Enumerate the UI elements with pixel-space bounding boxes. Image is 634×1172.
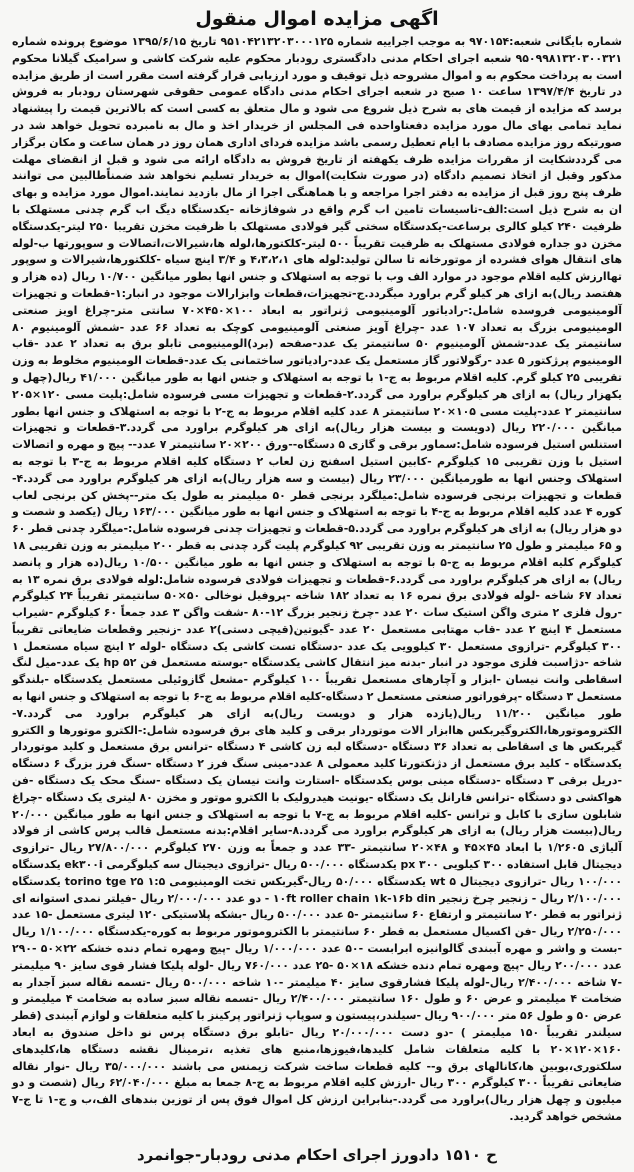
- notice-paragraph: شماره بایگانی شعبه:۹۷۰۱۵۴ به موجب اجراییه شماره ۹۵۱۰۴۲۱۳۲۰۳۰۰۰۱۲۵ تاریخ ۱۳۹۵/۶/۱۵ موضوع پرونده شماره ۹۵۰۹۹۸۱۳۲۰۳۰۰۳۲۱ شعبه اجرای احکام مدنی دادگستری رودبار محکوم علیه شرکت کاشی و سرامیک گیلانا محکوم است به پرداخت محکوم به و اموال مشروحه ذیل توقیف و مورد ارزیابی قرار گرفته است مقرر است از طریق مزایده در تاریخ ۱۳۹۷/۴/۴ ساعت ۱۰ صبح در شعبه اجرای احکام مدنی دادگاه عمومی حقوقی شهرستان رودبار به فروش برسد که مزایده از قیمت های به شرح ذیل شروع می شود و مال متعلق به کسی است که بالاترین قیمت را پیشنهاد نماید تمامی بهای مال مورد مزایده دفعتاواحده فی المجلس از خریدار اخذ و مال به نامبرده تحویل خواهد شد در صورتیکه روز مزایده مصادف با ایام تعطیل رسمی باشد مزایده فردای اداری همان روز در همان ساعت و مکان برگزار می گرددشکایت از مقررات مزایده ظرف یکهفته از تاریخ فروش به دادگاه ارائه می شود و قبل از انقضای مهلت مذکور وقبل از اتخاذ تصمیم دادگاه (در صورت شکایت)اموال به خریدار تسلیم نخواهد شد ضمناًطالبین می توانند ظرف پنج روز قبل از مزایده به دفتر اجرا مراجعه و با هماهنگی اجرا از مال بازدید نمایند.اموال مورد مزایده و بهای ان به شرح ذیل است:الف-تاسیسات تامین اب گرم واقع در شوفاژخانه -یکدستگاه دیگ اب گرم چدنی مستهلک با ظرفیت ۲۴۰ کیلو کالری برساعت-یکدستگاه سختی گیر فولادی مستهلک با ظرفیت مخزن تقریبا ۲۵۰ لیتر-یکدستگاه مخزن دو جداره فولادی مستهلک به ظرفیت تقریباً ۵۰۰ لیتر-کلکتورها،لوله ها،شیرالات،اتصالات و سوپورتها ب-لوله های انتقال هوای فشرده از موتورخانه تا سالن تولید:لوله های ۴،۳،۲،۱ و ۳/۴ اینچ سیاه -کلکتورها،شیرالات و سوپور تهاارزش کلیه اقلام موجود در موارد الف وب با توجه به استهلاک و جنس انها بطور میانگین ۱۰/۷۰۰ ریال (ده هزار و هفتصد ریال)به ازای هر کیلو گرم براورد میگردد.ج-تجهیزات،قطعات وابزارالات موجود در انبار:۱-قطعات و تجهیزات آلومینیومی فروسده شامل:-رادیاتور آلومینیومی ژنراتور به ابعاد ۱۰۰×۴۵۰×۷۰ سانتی متر-چراغ اویز صنعتی الومینیومی بزرگ به تعداد ۱۰۷ عدد -چراغ آویز صنعتی آلومینیومی کوچک به تعداد ۶۶ عدد -شمش آلومینیوم ۸۰ سانتیمتر یک عدد-شمش آلومینیوم ۵۰ سانتیمتر یک عدد-صفحه (برد)الومینیومی تابلو برق به تعداد ۲ عدد -قاب الومینیوم پرژکتور ۵ عدد -رگولاتور گاز مستعمل یک عدد-رادیاتور ساختمانی یک عدد-قطعات الومینیوم مخلوط به وزن تقریبی ۲۵ کیلو گرم. کلیه اقلام مربوط به ج-۱ با توجه به استهلاک و جنس انها به طور میانگین ۴۱/۰۰۰ ریال(چهل و یکهزار ریال) به ازای هر کیلوگرم براورد می گردد.۲-قطعات و تجهیزات مسی فرسوده شامل:پلیت مسی ۱۲۰×۲۰۵ سانتیمتر ۲ عدد-پلیت مسی ۱۰۵×۲۰ سانتیمتر ۸ عدد کلیه اقلام مربوط به ج-۲ با توجه به استهلاک و جنس انها بطور میانگین ۲۲۰/۰۰۰ ریال (دویست و بیست هزار ریال)به ازای هر کیلوگرم براورد می گردد.۳-قطعات و تجهیزات استنلس استیل فرسوده شامل:سماور برقی و گازی ۵ دستگاه--ورق ۲۰۰×۲۰ سانتیمتر ۷ عدد-- پیچ و مهره و اتصالات استیل با وزن تقریبی ۱۵ کیلوگرم -کابین استیل اسفنج زن لعاب ۲ دستگاه کلیه اقلام مربوط به ج-۳ با توجه به استهلاک وجنس انها به طورمیانگین ۲۳/۰۰۰ ریال (بیست و سه هزار ریال)به ازای هر کیلوگرم براورد می گردد.۴-قطعات و تجهیزات برنجی فرسوده شامل:میلگرد برنجی قطر ۵۰ میلیمتر به طول یک متر--پخش کن برنجی لعاب کوره ۴ عدد کلیه اقلام مربوط به ج-۴ با توجه به استهلاک و جنس انها به طور میانگین ۱۶۳/۰۰۰ ریال (یکصد و شصت و دو هزار ریال) به ازای هر کیلوگرم براورد می گردد.۵-قطعات و تجهیزات چدنی فرسوده شامل:-میلگرد چدنی قطر ۶۰ و ۶۵ میلیمتر و طول ۲۵ سانتیمتر به وزن تقریبی ۹۲ کیلوگرم پلیت گرد چدنی به قطر ۲۰۰ میلیمتر به وزن تقریبی ۱۸ کیلوگرم کلیه اقلام مربوط به ج-۵ با توجه به استهلاک و جنس انها به طور میانگین ۱۰/۵۰۰ ریال(ده هزار و پانصد ریال) به ازای هر کیلوگرم براورد می گردد.۶-قطعات و تجهیزات فولادی فرسوده شامل:لوله فولادی برق نمره ۱۳ به تعداد ۶۷ شاخه -لوله فولادی برق نمره ۱۶ به تعداد ۱۸۲ شاخه -پروفیل نوخالی ۵۰×۵۰ سانتیمتر تقریباً ۲۴ کیلوگرم -رول فلزی ۲ متری واگن استیک سات ۲۰ عدد -چرخ زنجیر بزرگ ۱۲-۸۰ -شفت واگن ۳ عدد جمعاً ۶۰ کیلوگرم -شیراب مستعمل ۴ اینچ ۲ عدد -قاب مهتابی مستعمل ۲۰ عدد -گیوتین(قیچی دستی)۲ عدد -زنجیر وقطعات ضایعاتی تقریباً ۳۰۰ کیلوگرم -ترازوی مستعمل ۳۰ کیلوویی یک عدد -دستگاه تست کاشی یک دستگاه -لوله ۲ اینچ سیاه مستعمل ۱ شاخه -دژاسبت فلزی موجود در انبار -بدنه میز انتقال کاشی یکدستگاه -بوسته مستعمل فن ۵۲ hp یک عدد-میل لنگ اسقاطی وانت نیسان -ابزار و آچارهای مستعمل تقریباً ۱۰۰ کیلوگرم -مشعل گازوئیلی مستعمل یکدستگاه -بلندگو مستعمل ۳ دستگاه -پرفوراتور صنعتی مستعمل ۲ دستگاه-کلیه اقلام مربوط به ج-۶ با توجه به استهلاک و جنس انها به طور میانگین ۱۱/۲۰۰ ریال(یازده هزار و دویست ریال)به ازای هر کیلوگرم براورد می گردد.۷-الکتروموتورها،الکتروگیربکس هاابزار الات موتوردار برقی و کلید های برق فرسوده شامل:-الکترو موتورها و الکترو گیربکس ها ی اسقاطی به تعداد ۳۶ دستگاه -دستگاه لبه زن کاشی ۴ دستگاه -ترانس برق مستعمل و کلید موتوردار یکدستگاه - کلید برق مستعمل از دژنکتورتا کلید معمولی ۸ عدد-مینی سنگ فرز ۲ دستگاه -سنگ فرز بزرگ ۶ دستگاه -دریل برقی ۳ دستگاه -دستگاه مینی بوس یکدستگاه -استارت وانت نیسان یک دستگاه -سنگ محک یک دستگاه -فن هواکشی دو دستگاه -ترانس فارانل یک دستگاه -یونیت هیدرولیک با الکترو موتور و مخزن ۸۰ لیتری یک دستگاه -چراغ شابلون سازی با کابل و ترانس -کلیه اقلام مربوط به ج-۷ با توجه به استهلاک و جنس انها به طور میانگین ۲۰/۰۰۰ ریال(بیست هزار ریال) به ازای هر کیلوگرم براورد می گردد.۸-سایر اقلام:بدنه مستعمل قالب پرس کاشی از فولاد آلیاژی ۱/۲۶۰۵ با ابعاد ۴۵×۴۵ و ۴۸×۲۰ سانتیمتر -۳۳ عدد و جمعاً به وزن ۲۷۰ کیلوگرم ۲۷/۸۰۰/۰۰۰ ریال -ترازوی دیجیتال قابل استفاده ۳۰۰ کیلویی ۳۰۰ px یکدستگاه ۵۰۰/۰۰۰ ریال -ترازوی دیجیتال سه کیلوگرمی ek۳۰۰i یکدستگاه ۱۰۰/۰۰۰ ریال -ترازوی دیجیتال wt ۵ یکدستگاه ۵۰/۰۰۰ ریال-گیربکس تخت الومینیومی ۱:۵ torino tge ۲۵ یکدستگاه ۲/۱۰۰/۰۰۰ ریال - زنجیر چرخ زنجیر ۱۰ft roller chain ۱k-۱۶b din - دو عدد ۲/۰۰۰/۰۰۰ ریال -فیلتر نمدی استوانه ای ژنراتور به قطر ۲۰ سانتیمتر و ارتفاع ۶۰ سانتیمتر -۵ عدد ۵۰۰/۰۰۰ ریال -بشکه پلاستیکی ۱۲۰ لیتری مستعمل -۱۵ عدد ۲/۲۵۰/۰۰۰ ریال -فن اکسیال مستعمل به قطر ۶۰ سانتیمتر با الکتروموتور مربوط به کوره-یکدستگاه ۱/۱۰۰/۰۰۰ ریال -بست و واشر و مهره آببندی گالوانیزه ابرابست -۵۰ عدد ۱/۰۰۰/۰۰۰ ریال -پیچ ومهره تمام دنده خشکه ۲۲×۵۰ -۲۹۰ عدد ۲۰۰/۰۰۰ ریال -پیچ ومهره تمام دنده خشکه ۱۸×۵۰ -۲۵ عدد ۷۶۰/۰۰۰ ریال -لوله پلیکا فشار قوی سایز ۹۰ میلیمتر -۷ شاخه ۲/۴۰۰/۰۰۰ ریال-لوله پلیکا فشارقوی سایز ۴۰ میلیمتر -۱۰ شاخه ۵۰۰/۰۰۰ ریال -تسمه نقاله سبز آجدار به ضخامت ۴ میلیمتر و عرض ۶۰ و طول ۱۶۰ سانتیمتر ۲/۴۰۰/۰۰۰ ریال -تسمه نقاله سبز ساده به ضخامت ۴ میلیمتر و عرض ۵۰ و طول ۵۶ متر ۹۰۰/۰۰۰ ریال -سیلندر،پیستون و سوپاپ ژنراتور پرکینز با کلیه متعلقات و لوازم آببندی (قطر سیلندر تقریباً ۱۵۰ میلیمتر ) -دو دست ۲۰/۰۰۰/۰۰۰ ریال -تابلو برق دستگاه پرس نو داخل صندوق به ابعاد ۱۶۰×۱۲۰×۲۰ با کلیه متعلقات شامل کلیدها،فیوزها،منبع های تغذیه ،ترمینال نقشه دستگاه ها،کلیدهای سلکتوری،بوبین ها،کانالهای برق و-- کلیه قطعات ساخت شرکت زیمنس می باشند ۳۵/۰۰۰/۰۰۰ ریال -نوار نقاله ضایعاتی تقریباً ۳۰۰ کیلوگرم ۳۰۰ ریال -ارزش کلیه اقلام مربوط به ج-۸ جمعا به مبلغ ۶۲/۰۴۰/۰۰۰ ریال (شصت و دو میلیون و چهل هزار ریال)براورد می گردد.-بنابراین ارزش کل اموال فوق پس از توزین بندهای الف،ب و ج-۱ تا ج-۷ مشخص خواهد گردید.: [12, 35, 623, 1123]
- notice-footer: ح ۱۵۱۰ دادورز اجرای احکام مدنی رودبار-جوانمرد: [136, 1146, 497, 1164]
- notice-title: اگهی مزایده اموال منقول: [195, 8, 439, 30]
- notice-body: [12, 34, 622, 1126]
